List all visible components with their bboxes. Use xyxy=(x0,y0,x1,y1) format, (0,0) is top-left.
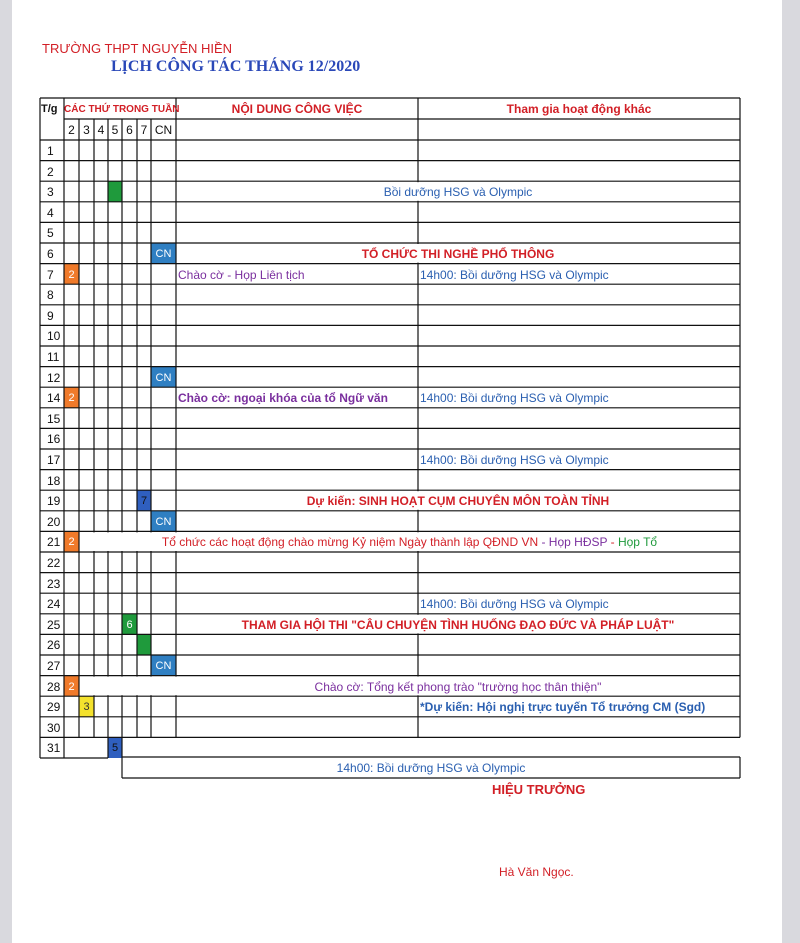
schedule-entry: 14h00: Bồi dưỡng HSG và Olympic xyxy=(420,597,609,612)
school-name: TRƯỜNG THPT NGUYỄN HIỀN xyxy=(42,41,233,56)
weekday-mark-label: 2 xyxy=(68,536,75,549)
schedule-entry: 14h00: Bồi dưỡng HSG và Olympic xyxy=(420,391,609,406)
schedule-entry: *Dự kiến: Hội nghị trực tuyến Tổ trưởng CM (Sgd) xyxy=(420,700,706,715)
day-number: 12 xyxy=(47,370,61,385)
day-number: 31 xyxy=(47,741,61,756)
weekday-label: CN xyxy=(154,123,173,137)
day-number: 15 xyxy=(47,411,61,426)
weekday-label: 6 xyxy=(126,123,133,137)
schedule-entry: TỔ CHỨC THI NGHỀ PHỔ THÔNG xyxy=(361,247,555,261)
day-number: 20 xyxy=(47,514,61,529)
day-number: 27 xyxy=(47,659,61,673)
weekday-mark-label: 2 xyxy=(68,268,75,281)
schedule-entry: Bồi dưỡng HSG và Olympic xyxy=(383,185,533,200)
weekday-mark-label: CN xyxy=(155,371,172,384)
header-other-activities: Tham gia hoạt động khác xyxy=(506,102,652,116)
day-number: 29 xyxy=(47,700,61,715)
schedule-entry: Chào cờ: ngoại khóa của tổ Ngữ văn xyxy=(178,391,388,406)
day-number: 4 xyxy=(47,205,54,220)
schedule-entry: THAM GIA HỘI THI "CÂU CHUYỆN TÌNH HUỐNG ĐẠO ĐỨC VÀ PHÁP LUẬT" xyxy=(241,617,675,632)
principal-title: HIỆU TRƯỞNG xyxy=(492,782,586,797)
day-number: 19 xyxy=(47,494,61,509)
day-number: 3 xyxy=(47,185,54,200)
day-number: 24 xyxy=(47,597,61,612)
day-number: 1 xyxy=(47,144,54,158)
day-number: 25 xyxy=(47,617,61,632)
day-number: 14 xyxy=(47,391,61,406)
header-weekdays: CÁC THỨ TRONG TUẦN xyxy=(64,104,180,115)
weekday-mark-label: 2 xyxy=(68,392,75,405)
day-number: 11 xyxy=(47,350,60,364)
weekday-mark-label: 6 xyxy=(126,618,133,631)
day-number: 17 xyxy=(47,453,61,467)
schedule-entry: 14h00: Bồi dưỡng HSG và Olympic xyxy=(420,267,609,282)
header-content: NỘI DUNG CÔNG VIỆC xyxy=(231,102,363,116)
signer-name: Hà Văn Ngọc. xyxy=(499,865,574,879)
entry-segment: - xyxy=(607,535,618,550)
weekday-mark-label: CN xyxy=(155,660,172,672)
weekday-label: 3 xyxy=(83,123,90,137)
day-number: 21 xyxy=(47,535,61,550)
weekday-mark-label: CN xyxy=(155,515,172,528)
schedule-entry: Chào cờ: Tổng kết phong trào "trường học thân thiện" xyxy=(314,679,602,694)
day-number: 10 xyxy=(47,329,61,344)
day-number: 26 xyxy=(47,638,61,653)
weekday-label: 7 xyxy=(140,123,148,137)
weekday-label: 4 xyxy=(97,123,105,137)
document-title: LỊCH CÔNG TÁC THÁNG 12/2020 xyxy=(111,58,361,75)
day-number: 18 xyxy=(47,473,61,488)
schedule-entry: Dự kiến: SINH HOẠT CỤM CHUYÊN MÔN TOÀN TỈNH xyxy=(306,494,610,509)
schedule-entry: 14h00: Bồi dưỡng HSG và Olympic xyxy=(420,453,609,467)
day-number: 22 xyxy=(47,556,61,570)
weekday-mark-label: 5 xyxy=(111,742,119,755)
entry-segment: Tổ chức các hoạt động chào mừng Kỷ niệm Ngày thành lập QĐND VN xyxy=(161,535,539,550)
day-number: 16 xyxy=(47,432,61,447)
day-number: 9 xyxy=(47,308,54,323)
day-number: 23 xyxy=(47,576,61,591)
weekday-label: 5 xyxy=(111,123,119,137)
weekday-mark-label: 3 xyxy=(83,701,90,714)
header-day-number: T/g xyxy=(41,103,58,115)
footer-note: 14h00: Bồi dưỡng HSG và Olympic xyxy=(336,761,526,775)
entry-segment: Họp Tổ xyxy=(617,535,658,550)
weekday-mark-label: CN xyxy=(155,248,172,260)
entry-segment: - Họp HĐSP xyxy=(538,535,608,550)
schedule-entry: Chào cờ - Họp Liên tịch xyxy=(178,267,305,282)
day-number: 8 xyxy=(47,288,54,303)
weekday-mark xyxy=(137,634,151,655)
day-number: 28 xyxy=(47,679,61,694)
day-number: 5 xyxy=(47,226,54,241)
day-number: 2 xyxy=(47,164,54,179)
weekday-label: 2 xyxy=(68,123,75,137)
schedule-entry-mixed xyxy=(83,535,736,549)
weekday-mark xyxy=(108,181,122,202)
weekday-mark-label: 7 xyxy=(140,495,148,508)
day-number: 7 xyxy=(47,267,54,282)
day-number: 30 xyxy=(47,720,61,735)
day-number: 6 xyxy=(47,247,54,261)
weekday-mark-label: 2 xyxy=(68,680,75,693)
